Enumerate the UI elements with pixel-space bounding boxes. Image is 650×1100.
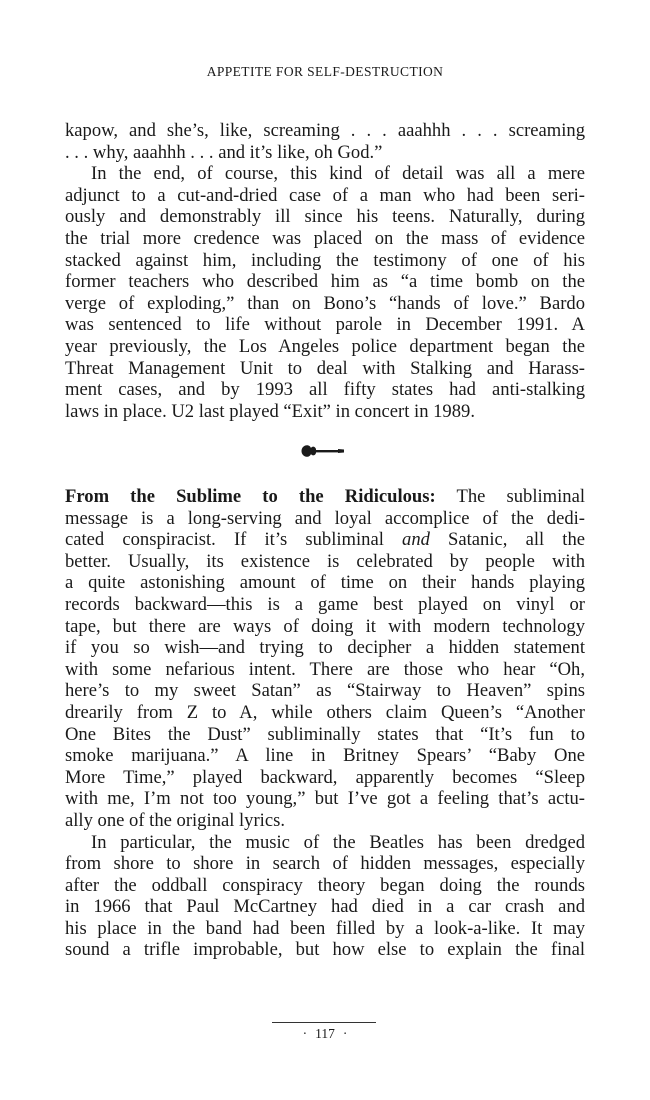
text-line: More Time,” played backward, apparently becomes “Sleep [65, 766, 585, 788]
text-line: In the end, of course, this kind of detail was all a mere [91, 163, 585, 185]
text-line: former teachers who described him as “a time bomb on the [65, 271, 585, 293]
text-line: stacked against him, including the testimony of one of his [65, 249, 585, 271]
text-line: tape, but there are ways of doing it with modern technology [65, 615, 585, 637]
italic-word: and [402, 529, 430, 551]
folio-dot: · [302, 1026, 308, 1041]
text-line: the trial more credence was placed on the mass of evidence [65, 227, 585, 249]
text-line: message is a long-serving and loyal accomplice of the dedi- [65, 507, 585, 529]
text-line: after the oddball conspiracy theory began doing the rounds [65, 874, 585, 896]
text-line: Threat Management Unit to deal with Stalking and Harass- [65, 357, 585, 379]
text-line: ously and demonstrably ill since his teens. Naturally, during [65, 206, 585, 228]
text-line: if you so wish—and trying to decipher a hidden statement [65, 637, 585, 659]
page-number-value: 117 [315, 1026, 335, 1041]
text-line: his place in the band had been filled by a look-a-like. It may [65, 917, 585, 939]
text-line: One Bites the Dust” subliminally states that “It’s fun to [65, 723, 585, 745]
text-line: . . . why, aaahhh . . . and it’s like, oh God.” [65, 141, 383, 163]
text-line: with some nefarious intent. There are those who hear “Oh, [65, 658, 585, 680]
text-line: records backward—this is a game best played on vinyl or [65, 593, 585, 615]
text-line: drearily from Z to A, while others claim Queen’s “Another [65, 701, 585, 723]
text-run: cated conspiracist. If it’s subliminal [65, 529, 403, 551]
text-line: In particular, the music of the Beatles has been dredged [91, 831, 585, 853]
text-line: year previously, the Los Angeles police department began the [65, 335, 585, 357]
text-run: The subliminal [435, 486, 586, 507]
folio-dot: · [342, 1026, 348, 1041]
running-head: APPETITE FOR SELF-DESTRUCTION [206, 64, 444, 79]
guitar-icon [301, 443, 345, 459]
body-text-bottom [65, 486, 585, 961]
text-line: smoke marijuana.” A line in Britney Spears’ “Baby One [65, 745, 585, 767]
text-line [65, 486, 585, 508]
text-line: laws in place. U2 last played “Exit” in concert in 1989. [65, 400, 475, 422]
text-run: Satanic, all the [429, 529, 586, 551]
text-line: from shore to shore in search of hidden messages, especially [65, 853, 585, 875]
footer-rule [272, 1022, 376, 1023]
page-number [0, 1026, 650, 1042]
text-line [65, 529, 585, 551]
text-line: ment cases, and by 1993 all fifty states had anti-stalking [65, 379, 585, 401]
text-line: better. Usually, its existence is celebrated by people with [65, 550, 585, 572]
text-line: verge of exploding,” than on Bono’s “hands of love.” Bardo [65, 292, 585, 314]
text-line: kapow, and she’s, like, screaming . . . aaahhh . . . screaming [65, 120, 585, 141]
text-line: a quite astonishing amount of time on their hands playing [65, 572, 585, 594]
section-heading: From the Sublime to the Ridiculous: [65, 486, 436, 507]
text-line: was sentenced to life without parole in December 1991. A [65, 314, 585, 336]
text-line: with me, I’m not too young,” but I’ve got a feeling that’s actu- [65, 788, 585, 810]
text-line: in 1966 that Paul McCartney had died in a car crash and [65, 896, 585, 918]
text-line: here’s to my sweet Satan” as “Stairway to Heaven” spins [65, 680, 585, 702]
body-text-top [65, 120, 585, 422]
text-line: adjunct to a cut-and-dried case of a man who had been seri- [65, 184, 585, 206]
text-line: sound a trifle improbable, but how else to explain the final [65, 939, 585, 961]
text-line: ally one of the original lyrics. [65, 809, 285, 831]
